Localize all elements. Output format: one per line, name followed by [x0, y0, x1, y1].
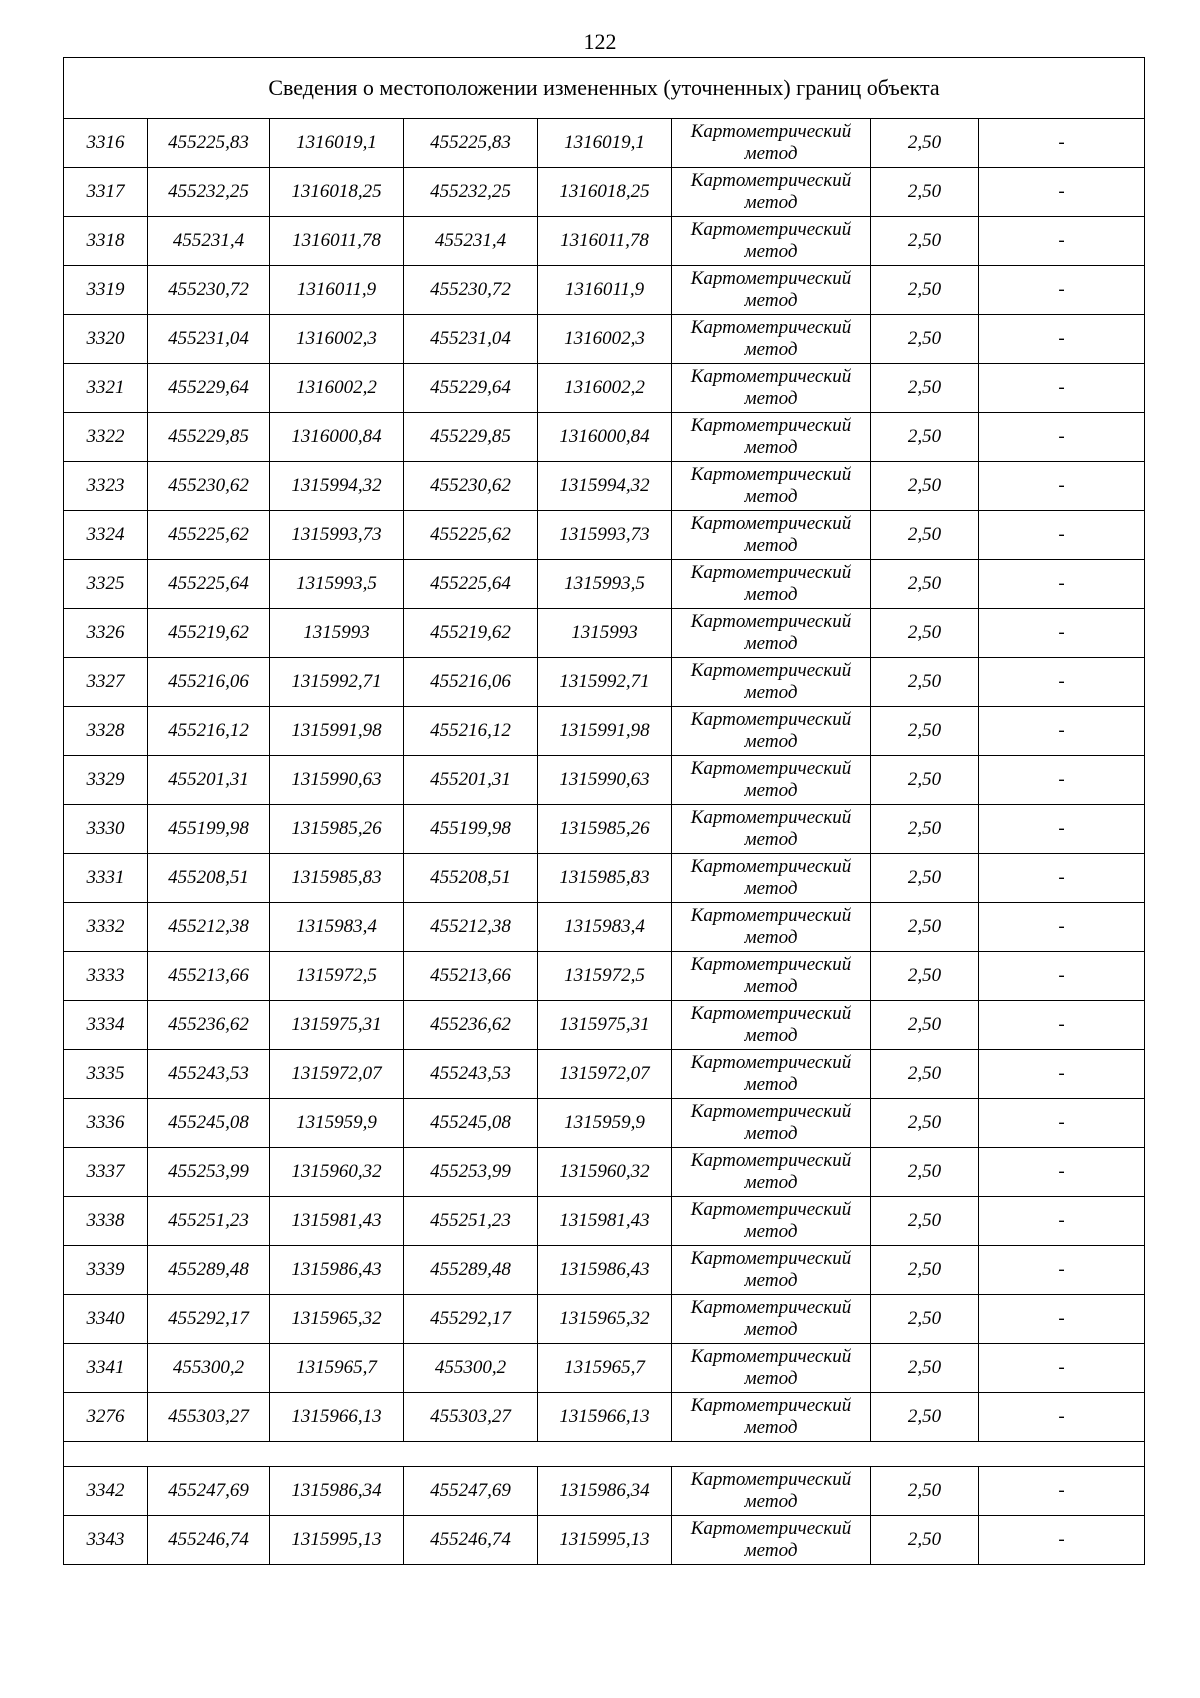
- new-y-cell: 1315993,5: [538, 560, 672, 609]
- point-number-cell: 3325: [64, 560, 148, 609]
- old-x-cell: 455225,64: [148, 560, 270, 609]
- new-x-cell: 455219,62: [404, 609, 538, 658]
- method-cell: Картометрический метод: [672, 560, 871, 609]
- table-row: [64, 1246, 1145, 1295]
- accuracy-cell: 2,50: [871, 854, 979, 903]
- new-y-cell: 1316002,3: [538, 315, 672, 364]
- method-cell: Картометрический метод: [672, 1344, 871, 1393]
- old-y-cell: 1315994,32: [270, 462, 404, 511]
- method-cell: Картометрический метод: [672, 266, 871, 315]
- accuracy-cell: 2,50: [871, 462, 979, 511]
- old-y-cell: 1315959,9: [270, 1099, 404, 1148]
- point-number-cell: 3321: [64, 364, 148, 413]
- new-x-cell: 455199,98: [404, 805, 538, 854]
- old-y-cell: 1315993: [270, 609, 404, 658]
- table-row: [64, 756, 1145, 805]
- new-y-cell: 1315983,4: [538, 903, 672, 952]
- old-x-cell: 455208,51: [148, 854, 270, 903]
- description-cell: -: [979, 1393, 1145, 1442]
- old-x-cell: 455243,53: [148, 1050, 270, 1099]
- old-y-cell: 1315975,31: [270, 1001, 404, 1050]
- old-x-cell: 455292,17: [148, 1295, 270, 1344]
- description-cell: -: [979, 805, 1145, 854]
- table-row: [64, 560, 1145, 609]
- table-row: [64, 364, 1145, 413]
- point-number-cell: 3330: [64, 805, 148, 854]
- new-x-cell: 455230,72: [404, 266, 538, 315]
- table-row: [64, 1148, 1145, 1197]
- method-cell: Картометрический метод: [672, 952, 871, 1001]
- new-x-cell: 455243,53: [404, 1050, 538, 1099]
- old-y-cell: 1315981,43: [270, 1197, 404, 1246]
- description-cell: -: [979, 952, 1145, 1001]
- method-cell: Картометрический метод: [672, 1246, 871, 1295]
- accuracy-cell: 2,50: [871, 266, 979, 315]
- new-y-cell: 1315991,98: [538, 707, 672, 756]
- old-y-cell: 1315983,4: [270, 903, 404, 952]
- accuracy-cell: 2,50: [871, 1516, 979, 1565]
- new-y-cell: 1316000,84: [538, 413, 672, 462]
- point-number-cell: 3319: [64, 266, 148, 315]
- table-row: [64, 854, 1145, 903]
- method-cell: Картометрический метод: [672, 315, 871, 364]
- description-cell: -: [979, 462, 1145, 511]
- table-row: [64, 511, 1145, 560]
- table-row: [64, 1467, 1145, 1516]
- old-y-cell: 1315991,98: [270, 707, 404, 756]
- point-number-cell: 3339: [64, 1246, 148, 1295]
- description-cell: -: [979, 1295, 1145, 1344]
- old-y-cell: 1315992,71: [270, 658, 404, 707]
- table-row: [64, 658, 1145, 707]
- new-y-cell: 1315992,71: [538, 658, 672, 707]
- point-number-cell: 3331: [64, 854, 148, 903]
- method-cell: Картометрический метод: [672, 413, 871, 462]
- new-x-cell: 455236,62: [404, 1001, 538, 1050]
- point-number-cell: 3342: [64, 1467, 148, 1516]
- point-number-cell: 3328: [64, 707, 148, 756]
- accuracy-cell: 2,50: [871, 217, 979, 266]
- point-number-cell: 3326: [64, 609, 148, 658]
- description-cell: -: [979, 707, 1145, 756]
- old-x-cell: 455216,06: [148, 658, 270, 707]
- table-row: [64, 1197, 1145, 1246]
- new-x-cell: 455208,51: [404, 854, 538, 903]
- accuracy-cell: 2,50: [871, 903, 979, 952]
- new-y-cell: 1315994,32: [538, 462, 672, 511]
- old-y-cell: 1316019,1: [270, 119, 404, 168]
- accuracy-cell: 2,50: [871, 1148, 979, 1197]
- description-cell: -: [979, 119, 1145, 168]
- description-cell: -: [979, 266, 1145, 315]
- old-x-cell: 455246,74: [148, 1516, 270, 1565]
- old-y-cell: 1316011,9: [270, 266, 404, 315]
- table-row: [64, 1099, 1145, 1148]
- description-cell: -: [979, 1099, 1145, 1148]
- old-x-cell: 455231,4: [148, 217, 270, 266]
- new-x-cell: 455251,23: [404, 1197, 538, 1246]
- old-x-cell: 455245,08: [148, 1099, 270, 1148]
- accuracy-cell: 2,50: [871, 756, 979, 805]
- table-row: [64, 1295, 1145, 1344]
- boundary-coordinates-table: [63, 57, 1145, 1565]
- accuracy-cell: 2,50: [871, 1099, 979, 1148]
- new-x-cell: 455225,62: [404, 511, 538, 560]
- old-x-cell: 455219,62: [148, 609, 270, 658]
- old-y-cell: 1315986,43: [270, 1246, 404, 1295]
- accuracy-cell: 2,50: [871, 609, 979, 658]
- old-x-cell: 455216,12: [148, 707, 270, 756]
- new-x-cell: 455225,64: [404, 560, 538, 609]
- method-cell: Картометрический метод: [672, 462, 871, 511]
- point-number-cell: 3341: [64, 1344, 148, 1393]
- new-x-cell: 455292,17: [404, 1295, 538, 1344]
- old-x-cell: 455289,48: [148, 1246, 270, 1295]
- old-y-cell: 1316000,84: [270, 413, 404, 462]
- old-y-cell: 1315965,7: [270, 1344, 404, 1393]
- new-y-cell: 1315993: [538, 609, 672, 658]
- old-y-cell: 1315972,07: [270, 1050, 404, 1099]
- accuracy-cell: 2,50: [871, 1197, 979, 1246]
- method-cell: Картометрический метод: [672, 1050, 871, 1099]
- point-number-cell: 3323: [64, 462, 148, 511]
- new-x-cell: 455253,99: [404, 1148, 538, 1197]
- old-y-cell: 1315960,32: [270, 1148, 404, 1197]
- description-cell: -: [979, 756, 1145, 805]
- table-row: [64, 609, 1145, 658]
- new-x-cell: 455247,69: [404, 1467, 538, 1516]
- method-cell: Картометрический метод: [672, 1295, 871, 1344]
- new-x-cell: 455225,83: [404, 119, 538, 168]
- old-y-cell: 1316002,3: [270, 315, 404, 364]
- old-x-cell: 455199,98: [148, 805, 270, 854]
- description-cell: -: [979, 364, 1145, 413]
- new-x-cell: 455289,48: [404, 1246, 538, 1295]
- table-row: [64, 119, 1145, 168]
- point-number-cell: 3317: [64, 168, 148, 217]
- old-x-cell: 455225,83: [148, 119, 270, 168]
- table-title-row: [64, 58, 1145, 119]
- old-y-cell: 1315972,5: [270, 952, 404, 1001]
- old-x-cell: 455230,72: [148, 266, 270, 315]
- point-number-cell: 3316: [64, 119, 148, 168]
- accuracy-cell: 2,50: [871, 707, 979, 756]
- point-number-cell: 3327: [64, 658, 148, 707]
- new-x-cell: 455216,12: [404, 707, 538, 756]
- group-separator-row: [64, 1442, 1145, 1467]
- description-cell: -: [979, 413, 1145, 462]
- method-cell: Картометрический метод: [672, 707, 871, 756]
- accuracy-cell: 2,50: [871, 1393, 979, 1442]
- table-row: [64, 805, 1145, 854]
- new-y-cell: 1315995,13: [538, 1516, 672, 1565]
- description-cell: -: [979, 1148, 1145, 1197]
- old-y-cell: 1315993,5: [270, 560, 404, 609]
- description-cell: -: [979, 1344, 1145, 1393]
- description-cell: -: [979, 511, 1145, 560]
- accuracy-cell: 2,50: [871, 1246, 979, 1295]
- table-row: [64, 266, 1145, 315]
- old-x-cell: 455225,62: [148, 511, 270, 560]
- method-cell: Картометрический метод: [672, 1393, 871, 1442]
- method-cell: Картометрический метод: [672, 168, 871, 217]
- old-y-cell: 1316002,2: [270, 364, 404, 413]
- point-number-cell: 3332: [64, 903, 148, 952]
- method-cell: Картометрический метод: [672, 903, 871, 952]
- new-y-cell: 1315990,63: [538, 756, 672, 805]
- new-x-cell: 455201,31: [404, 756, 538, 805]
- accuracy-cell: 2,50: [871, 952, 979, 1001]
- new-y-cell: 1316019,1: [538, 119, 672, 168]
- new-y-cell: 1316011,78: [538, 217, 672, 266]
- method-cell: Картометрический метод: [672, 609, 871, 658]
- new-y-cell: 1315965,32: [538, 1295, 672, 1344]
- description-cell: -: [979, 217, 1145, 266]
- table-row: [64, 413, 1145, 462]
- description-cell: -: [979, 1246, 1145, 1295]
- accuracy-cell: 2,50: [871, 560, 979, 609]
- accuracy-cell: 2,50: [871, 658, 979, 707]
- accuracy-cell: 2,50: [871, 1050, 979, 1099]
- description-cell: -: [979, 658, 1145, 707]
- new-y-cell: 1315986,43: [538, 1246, 672, 1295]
- new-y-cell: 1315972,5: [538, 952, 672, 1001]
- old-x-cell: 455247,69: [148, 1467, 270, 1516]
- table-row: [64, 1516, 1145, 1565]
- description-cell: -: [979, 903, 1145, 952]
- accuracy-cell: 2,50: [871, 1001, 979, 1050]
- table-title: Сведения о местоположении измененных (уточненных) границ объекта: [64, 58, 1145, 119]
- method-cell: Картометрический метод: [672, 1099, 871, 1148]
- method-cell: Картометрический метод: [672, 1148, 871, 1197]
- accuracy-cell: 2,50: [871, 364, 979, 413]
- description-cell: -: [979, 609, 1145, 658]
- old-x-cell: 455231,04: [148, 315, 270, 364]
- point-number-cell: 3343: [64, 1516, 148, 1565]
- old-y-cell: 1315985,83: [270, 854, 404, 903]
- old-x-cell: 455201,31: [148, 756, 270, 805]
- accuracy-cell: 2,50: [871, 1295, 979, 1344]
- table-body: [64, 58, 1145, 1565]
- method-cell: Картометрический метод: [672, 1197, 871, 1246]
- table-row: [64, 707, 1145, 756]
- new-y-cell: 1315960,32: [538, 1148, 672, 1197]
- old-x-cell: 455251,23: [148, 1197, 270, 1246]
- description-cell: -: [979, 315, 1145, 364]
- old-y-cell: 1315965,32: [270, 1295, 404, 1344]
- point-number-cell: 3333: [64, 952, 148, 1001]
- new-y-cell: 1315966,13: [538, 1393, 672, 1442]
- table-row: [64, 1050, 1145, 1099]
- description-cell: -: [979, 1516, 1145, 1565]
- old-x-cell: 455212,38: [148, 903, 270, 952]
- description-cell: -: [979, 1467, 1145, 1516]
- old-y-cell: 1315986,34: [270, 1467, 404, 1516]
- old-x-cell: 455229,85: [148, 413, 270, 462]
- table-row: [64, 462, 1145, 511]
- method-cell: Картометрический метод: [672, 805, 871, 854]
- method-cell: Картометрический метод: [672, 1001, 871, 1050]
- old-y-cell: 1315990,63: [270, 756, 404, 805]
- old-x-cell: 455300,2: [148, 1344, 270, 1393]
- table-row: [64, 903, 1145, 952]
- point-number-cell: 3276: [64, 1393, 148, 1442]
- point-number-cell: 3338: [64, 1197, 148, 1246]
- table-row: [64, 217, 1145, 266]
- table-row: [64, 1344, 1145, 1393]
- method-cell: Картометрический метод: [672, 511, 871, 560]
- new-y-cell: 1315959,9: [538, 1099, 672, 1148]
- accuracy-cell: 2,50: [871, 1467, 979, 1516]
- old-y-cell: 1315966,13: [270, 1393, 404, 1442]
- old-x-cell: 455236,62: [148, 1001, 270, 1050]
- method-cell: Картометрический метод: [672, 1516, 871, 1565]
- new-x-cell: 455245,08: [404, 1099, 538, 1148]
- method-cell: Картометрический метод: [672, 364, 871, 413]
- description-cell: -: [979, 1197, 1145, 1246]
- new-x-cell: 455231,04: [404, 315, 538, 364]
- accuracy-cell: 2,50: [871, 805, 979, 854]
- old-y-cell: 1316011,78: [270, 217, 404, 266]
- table-row: [64, 1001, 1145, 1050]
- accuracy-cell: 2,50: [871, 119, 979, 168]
- new-y-cell: 1315972,07: [538, 1050, 672, 1099]
- point-number-cell: 3335: [64, 1050, 148, 1099]
- accuracy-cell: 2,50: [871, 511, 979, 560]
- description-cell: -: [979, 168, 1145, 217]
- point-number-cell: 3334: [64, 1001, 148, 1050]
- new-x-cell: 455229,64: [404, 364, 538, 413]
- old-y-cell: 1316018,25: [270, 168, 404, 217]
- point-number-cell: 3340: [64, 1295, 148, 1344]
- new-x-cell: 455303,27: [404, 1393, 538, 1442]
- point-number-cell: 3329: [64, 756, 148, 805]
- table-row: [64, 952, 1145, 1001]
- old-x-cell: 455303,27: [148, 1393, 270, 1442]
- new-y-cell: 1315985,26: [538, 805, 672, 854]
- new-y-cell: 1316018,25: [538, 168, 672, 217]
- accuracy-cell: 2,50: [871, 413, 979, 462]
- new-x-cell: 455212,38: [404, 903, 538, 952]
- new-x-cell: 455246,74: [404, 1516, 538, 1565]
- method-cell: Картометрический метод: [672, 217, 871, 266]
- point-number-cell: 3322: [64, 413, 148, 462]
- new-y-cell: 1316011,9: [538, 266, 672, 315]
- old-x-cell: 455213,66: [148, 952, 270, 1001]
- method-cell: Картометрический метод: [672, 854, 871, 903]
- new-y-cell: 1315986,34: [538, 1467, 672, 1516]
- table-row: [64, 1393, 1145, 1442]
- new-x-cell: 455229,85: [404, 413, 538, 462]
- new-y-cell: 1315975,31: [538, 1001, 672, 1050]
- group-separator-cell: [64, 1442, 1145, 1467]
- method-cell: Картометрический метод: [672, 1467, 871, 1516]
- new-y-cell: 1316002,2: [538, 364, 672, 413]
- accuracy-cell: 2,50: [871, 315, 979, 364]
- old-x-cell: 455253,99: [148, 1148, 270, 1197]
- new-y-cell: 1315985,83: [538, 854, 672, 903]
- old-x-cell: 455229,64: [148, 364, 270, 413]
- point-number-cell: 3318: [64, 217, 148, 266]
- old-y-cell: 1315995,13: [270, 1516, 404, 1565]
- new-x-cell: 455230,62: [404, 462, 538, 511]
- new-x-cell: 455300,2: [404, 1344, 538, 1393]
- old-x-cell: 455230,62: [148, 462, 270, 511]
- new-y-cell: 1315981,43: [538, 1197, 672, 1246]
- page-number: 122: [583, 29, 617, 54]
- point-number-cell: 3320: [64, 315, 148, 364]
- old-y-cell: 1315993,73: [270, 511, 404, 560]
- new-x-cell: 455213,66: [404, 952, 538, 1001]
- method-cell: Картометрический метод: [672, 756, 871, 805]
- old-x-cell: 455232,25: [148, 168, 270, 217]
- method-cell: Картометрический метод: [672, 119, 871, 168]
- table-row: [64, 168, 1145, 217]
- new-y-cell: 1315993,73: [538, 511, 672, 560]
- description-cell: -: [979, 854, 1145, 903]
- new-x-cell: 455231,4: [404, 217, 538, 266]
- point-number-cell: 3336: [64, 1099, 148, 1148]
- new-x-cell: 455232,25: [404, 168, 538, 217]
- description-cell: -: [979, 560, 1145, 609]
- accuracy-cell: 2,50: [871, 1344, 979, 1393]
- point-number-cell: 3324: [64, 511, 148, 560]
- method-cell: Картометрический метод: [672, 658, 871, 707]
- description-cell: -: [979, 1001, 1145, 1050]
- new-x-cell: 455216,06: [404, 658, 538, 707]
- point-number-cell: 3337: [64, 1148, 148, 1197]
- table-row: [64, 315, 1145, 364]
- new-y-cell: 1315965,7: [538, 1344, 672, 1393]
- old-y-cell: 1315985,26: [270, 805, 404, 854]
- accuracy-cell: 2,50: [871, 168, 979, 217]
- description-cell: -: [979, 1050, 1145, 1099]
